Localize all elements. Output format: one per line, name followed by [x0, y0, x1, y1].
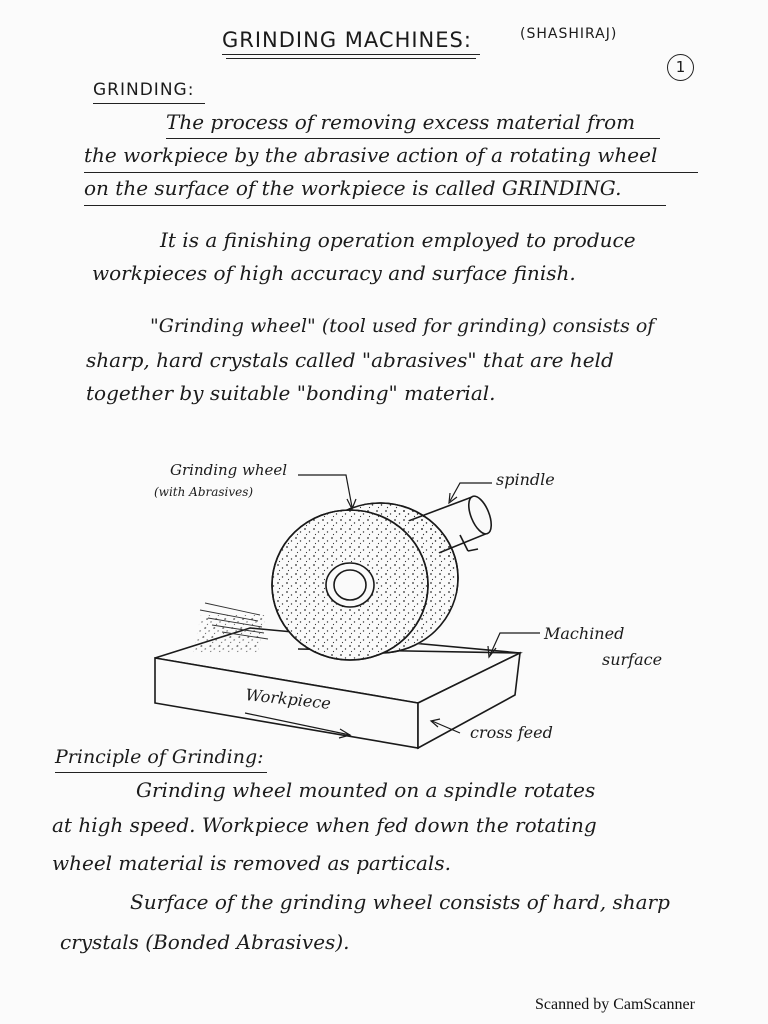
label-with-abrasives: (with Abrasives) [154, 485, 254, 499]
heading-underline [93, 103, 205, 104]
definition-underline-2 [84, 172, 698, 173]
principle-underline [55, 772, 267, 773]
author-name: (SHASHIRAJ) [520, 26, 618, 42]
finishing-line-2: workpieces of high accuracy and surface finish. [92, 261, 576, 285]
definition-underline-1 [166, 138, 660, 139]
principle-line-1: Grinding wheel mounted on a spindle rotates [136, 778, 596, 802]
grinding-diagram [150, 455, 710, 755]
section-heading-grinding: GRINDING: [93, 80, 195, 100]
grinding-wheel [272, 503, 458, 660]
section-heading-principle: Principle of Grinding: [55, 746, 264, 768]
label-cross-feed: cross feed [470, 723, 553, 742]
label-grinding-wheel: Grinding wheel [170, 461, 288, 479]
chips-area [193, 615, 266, 653]
principle-line-3: wheel material is removed as particals. [52, 851, 451, 875]
principle-line-5: crystals (Bonded Abrasives). [60, 930, 350, 954]
title-underline [222, 54, 480, 55]
definition-line-2: the workpiece by the abrasive action of a rotating wheel [84, 143, 658, 167]
definition-line-1: The process of removing excess material from [166, 110, 636, 134]
scanner-watermark: Scanned by CamScanner [535, 996, 695, 1013]
definition-line-3: on the surface of the workpiece is called GRINDING. [84, 176, 622, 200]
definition-underline-3 [84, 205, 666, 206]
label-machined: Machined [544, 624, 625, 643]
finishing-line-1: It is a finishing operation employed to produce [160, 228, 636, 252]
wheel-line-2: sharp, hard crystals called "abrasives" that are held [86, 348, 614, 372]
label-surface: surface [602, 650, 663, 669]
page-title: GRINDING MACHINES: [222, 28, 472, 52]
wheel-line-3: together by suitable "bonding" material. [86, 381, 496, 405]
principle-line-2: at high speed. Workpiece when fed down the rotating [52, 813, 597, 837]
label-workpiece: Workpiece [244, 685, 332, 713]
principle-line-4: Surface of the grinding wheel consists of hard, sharp [130, 890, 670, 914]
page-number: 1 [667, 54, 694, 81]
label-spindle: spindle [496, 470, 555, 489]
title-underline-2 [226, 58, 476, 59]
wheel-line-1: "Grinding wheel" (tool used for grinding) consists of [150, 315, 655, 337]
